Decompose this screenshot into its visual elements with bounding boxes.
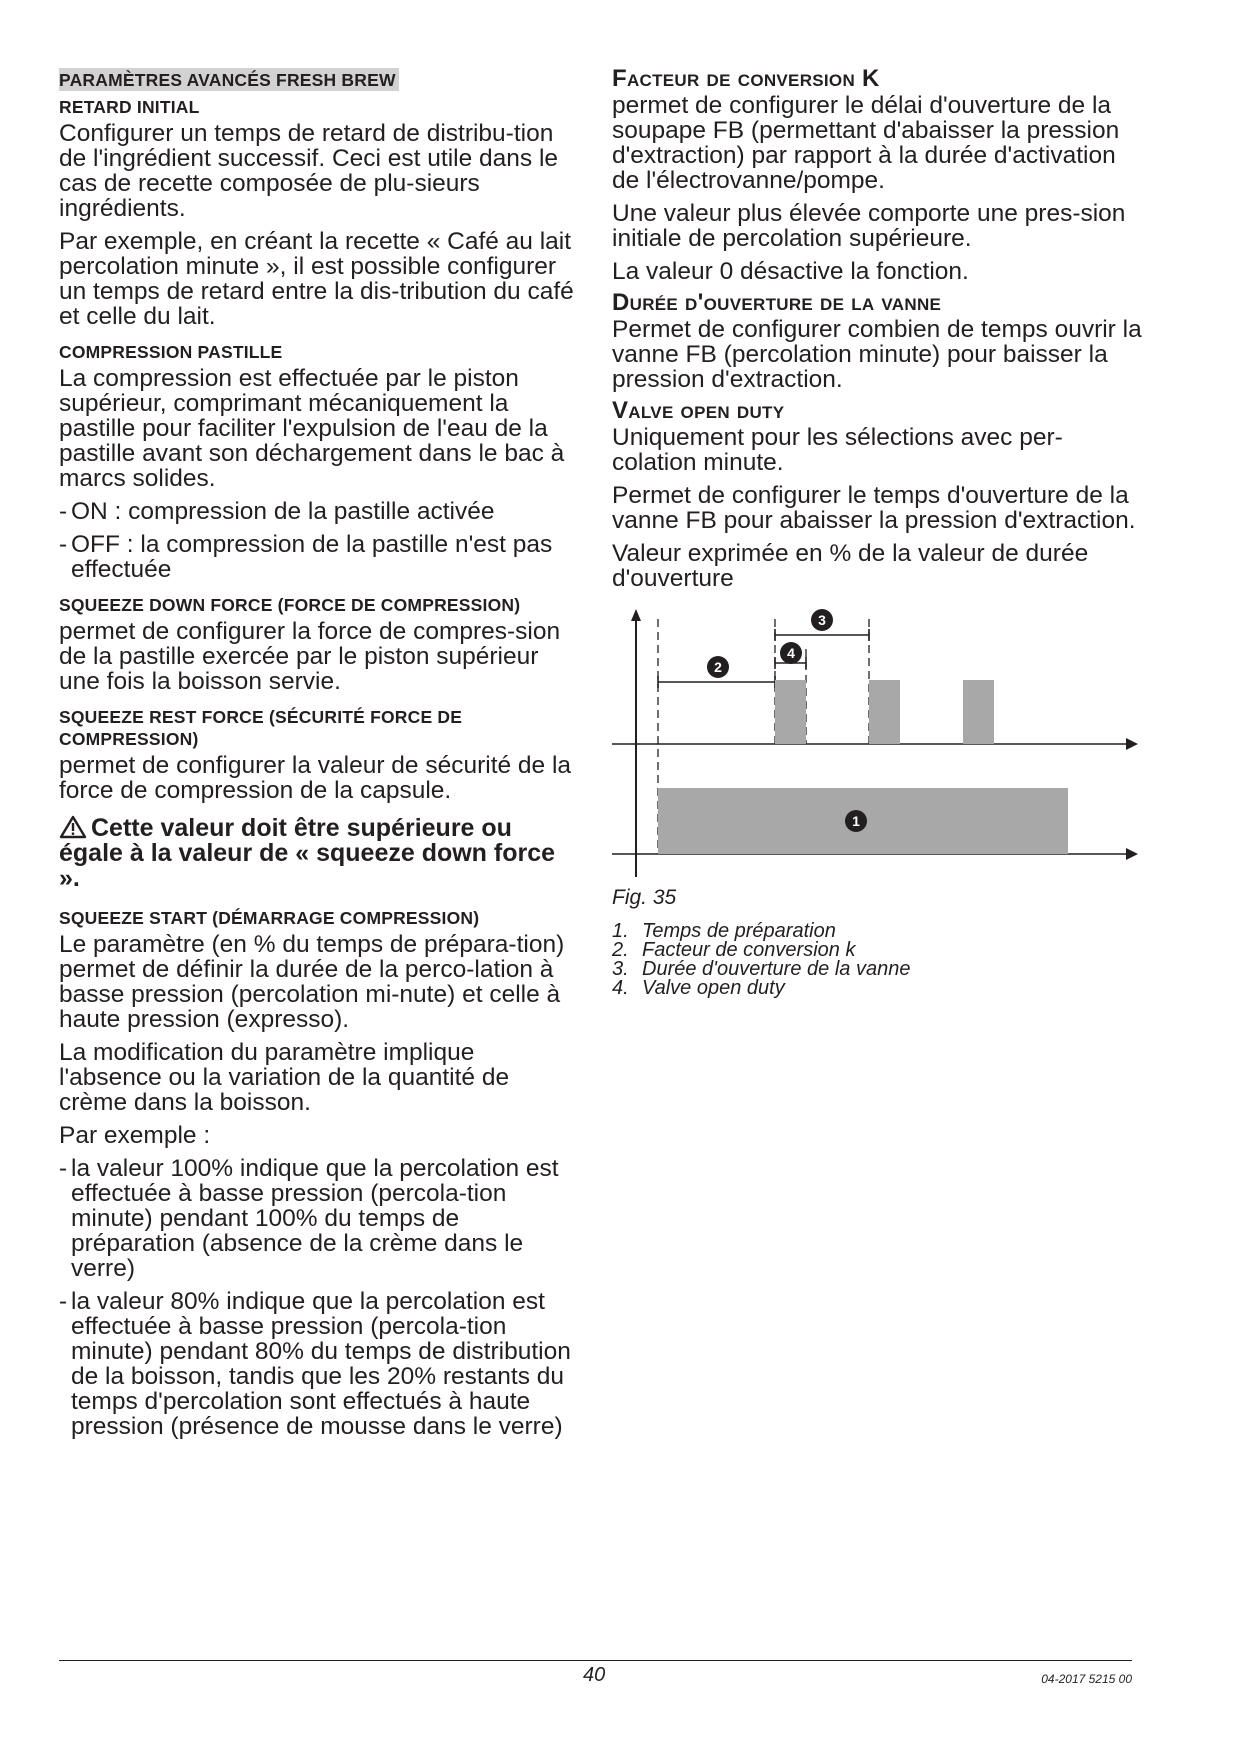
compression-item-off: - OFF : la compression de la pastille n'est pas effectuée [59,531,553,583]
heading-valve-open-duty: Valve open duty [612,397,785,424]
warning-note: Cette valeur doit être supérieure ou égale à la valeur de « squeeze down force ». [59,814,556,892]
heading-retard-initial: RETARD INITIAL [59,97,200,117]
squeeze-rest-paragraph: permet de configurer la valeur de sécurité de la force de compression de la capsule. [59,752,572,804]
valve-paragraph-3: Valeur exprimée en % de la valeur de durée d'ouverture [612,540,1089,592]
heading-duree-ouverture: Durée d'ouverture de la vanne [612,289,942,316]
valve-pulse-1 [775,680,806,744]
footer-rule [59,1660,1132,1661]
svg-text:2: 2 [714,659,722,675]
svg-text:4: 4 [787,645,795,661]
squeeze-start-paragraph-3: Par exemple : [59,1122,211,1149]
heading-compression-pastille: COMPRESSION PASTILLE [59,342,283,362]
duree-paragraph: Permet de configurer combien de temps ouvrir la vanne FB (percolation minute) pour baisser la pression d'extraction. [612,316,1142,393]
retard-paragraph-1: Configurer un temps de retard de distribu-tion de l'ingrédient successif. Ceci est utile dans le cas de recette composée de plu-sieurs ingrédients. [59,120,559,222]
valve-pulse-2 [869,680,900,744]
marker-4 [780,642,802,664]
legend-item-1: 1. Temps de préparation [612,920,836,942]
squeeze-start-paragraph-1: Le paramètre (en % du temps de prépara-tion) permet de définir la durée de la perco-lation à basse pression (percolation mi-nute) et celle à haute pression (expresso). [59,931,565,1033]
heading-squeeze-down: SQUEEZE DOWN FORCE (FORCE DE COMPRESSION) [59,595,521,615]
heading-facteur-conversion: Facteur de conversion K [612,65,880,92]
figure-caption: Fig. 35 [612,886,677,909]
timing-diagram [612,605,1142,880]
figure-legend [612,922,1142,998]
legend-item-2: 2. Facteur de conversion k [612,939,856,961]
squeeze-start-paragraph-2: La modification du paramètre implique l'absence ou la variation de la quantité de crème dans la boisson. [59,1039,510,1116]
retard-paragraph-2: Par exemple, en créant la recette « Café au lait percolation minute », il est possible configurer un temps de retard entre la dis-tribution du café et celle du lait. [59,228,574,330]
document-code: 04-2017 5215 00 [1041,1672,1132,1686]
legend-item-4: 4. Valve open duty [612,977,785,999]
heading-squeeze-start: SQUEEZE START (DÉMARRAGE COMPRESSION) [59,908,480,928]
page-number: 40 [583,1664,606,1686]
facteur-paragraph-2: Une valeur plus élevée comporte une pres-sion initiale de percolation supérieure. [612,200,1126,252]
squeeze-down-paragraph: permet de configurer la force de compres-sion de la pastille exercée par le piston supérieur une fois la boisson servie. [59,618,561,695]
legend-item-3: 3. Durée d'ouverture de la vanne [612,958,911,980]
warning-icon [59,815,87,839]
marker-3 [811,609,833,631]
svg-text:1: 1 [852,813,860,829]
squeeze-start-item-80: - la valeur 80% indique que la percolation est effectuée à basse pression (percola-tion minute) pendant 80% du temps de distribution de la boisson, tandis que les 20% restants du temps d'percolation sont effectués à haute pression (présence de mousse dans le verre) [59,1288,571,1440]
marker-2 [707,656,729,678]
svg-text:3: 3 [818,612,826,628]
valve-paragraph-1: Uniquement pour les sélections avec per-colation minute. [612,424,1063,476]
section-title: PARAMÈTRES AVANCÉS FRESH BREW [59,68,399,91]
heading-squeeze-rest: SQUEEZE REST FORCE (SÉCURITÉ FORCE DE COMPRESSION) [59,707,463,749]
vertical-axis [631,609,641,877]
facteur-paragraph-1: permet de configurer le délai d'ouverture de la soupape FB (permettant d'abaisser la pression d'extraction) par rapport à la durée d'activation de l'électrovanne/pompe. [612,92,1120,194]
compression-item-on: - ON : compression de la pastille activée [59,498,495,525]
marker-1 [845,810,867,832]
left-column [59,68,579,1447]
compression-paragraph: La compression est effectuée par le piston supérieur, comprimant mécaniquement la pastille pour faciliter l'expulsion de l'eau de la pastille avant son déchargement dans le bac à marcs solides. [59,365,565,492]
valve-pulse-3 [963,680,994,744]
squeeze-start-item-100: - la valeur 100% indique que la percolation est effectuée à basse pression (percola-tion minute) pendant 100% du temps de préparation (absence de la crème dans le verre) [59,1155,559,1282]
right-column [612,65,1142,999]
valve-paragraph-2: Permet de configurer le temps d'ouverture de la vanne FB pour abaisser la pression d'extraction. [612,482,1136,534]
facteur-paragraph-3: La valeur 0 désactive la fonction. [612,258,969,285]
